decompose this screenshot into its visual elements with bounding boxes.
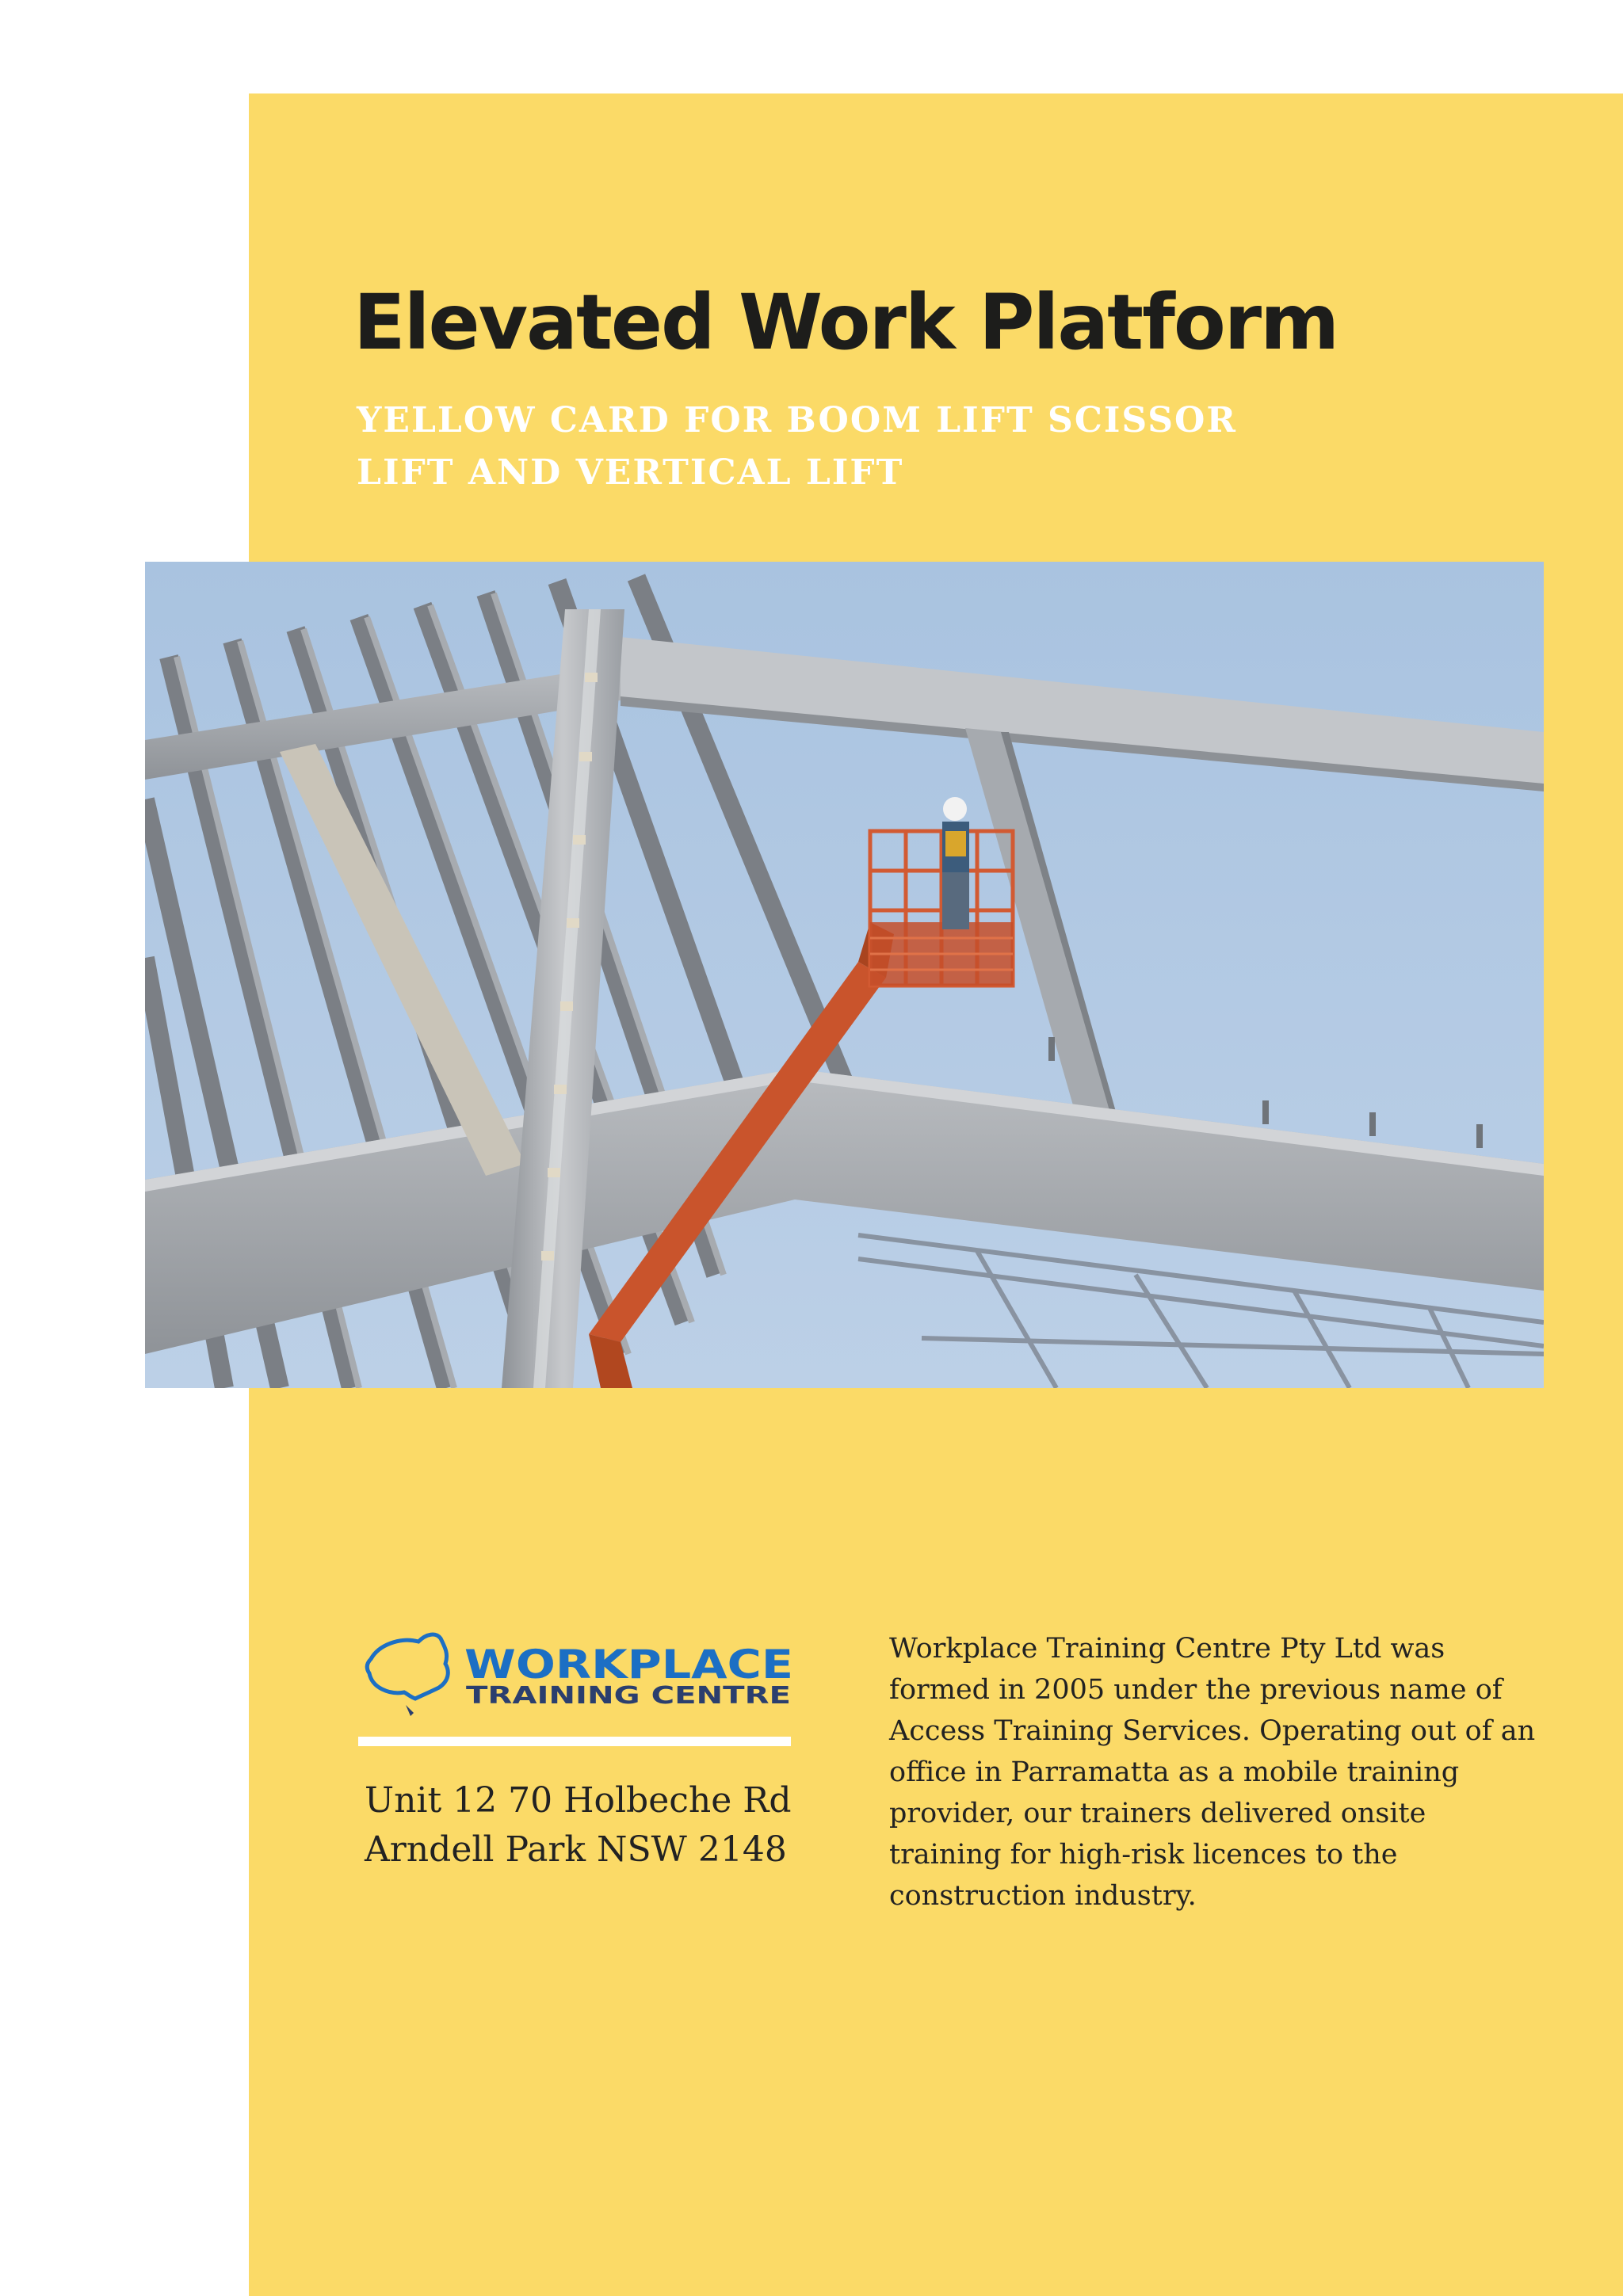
page-subtitle: YELLOW CARD FOR BOOM LIFT SCISSOR LIFT AND VERTICAL LIFT — [357, 400, 1237, 493]
workplace-training-centre-logo — [357, 1630, 796, 1722]
logo-divider — [358, 1737, 791, 1746]
australia-outline-icon — [367, 1634, 448, 1699]
address-line-2: Arndell Park NSW 2148 — [365, 1829, 787, 1870]
address-line-1: Unit 12 70 Holbeche Rd — [365, 1780, 792, 1821]
logo-line1: WORKPLACE — [464, 1642, 793, 1688]
about-paragraph: Workplace Training Centre Pty Ltd was formed in 2005 under the previous name of Access Training Services. Operating out of an office in Parramatta as a mobile training provider, our trainers delivered onsite training for high-risk licences to the construction industry. — [889, 1633, 1536, 1912]
page-title: Elevated Work Platform — [353, 278, 1338, 367]
address-block — [365, 1776, 792, 1875]
logo-line2: TRAINING CENTRE — [466, 1682, 791, 1710]
hero-photo-boom-lift — [145, 562, 1544, 1388]
